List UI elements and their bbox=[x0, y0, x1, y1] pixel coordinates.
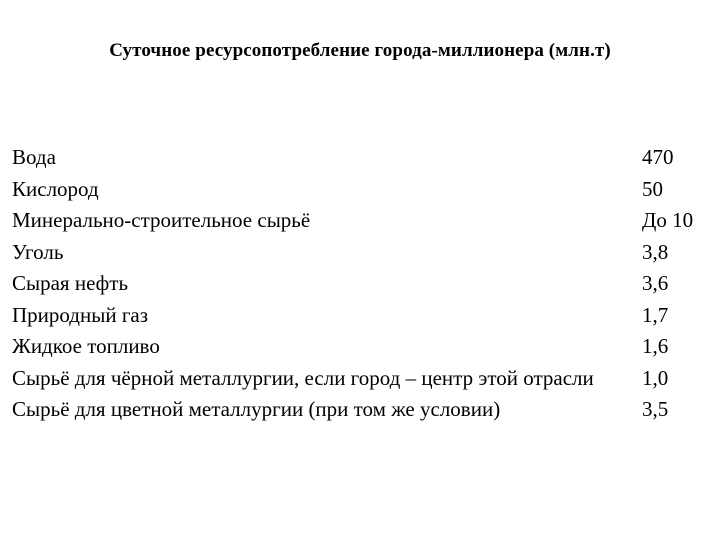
resource-value: 470 bbox=[642, 145, 674, 169]
resource-value: 3,8 bbox=[642, 239, 669, 264]
resource-value: 1,6 bbox=[642, 334, 669, 358]
resource-name: Жидкое топливо bbox=[12, 334, 160, 358]
resource-value: До 10 bbox=[642, 208, 694, 232]
table-row bbox=[12, 332, 712, 364]
resource-name: Минерально-строительное сырьё bbox=[12, 208, 311, 232]
table-row bbox=[12, 364, 712, 396]
table-row bbox=[12, 269, 712, 301]
page-title: Суточное ресурсопотребление города-миллионера (млн.т) bbox=[109, 40, 611, 61]
resource-table bbox=[12, 143, 712, 427]
resource-value: 1,0 bbox=[642, 365, 669, 390]
resource-value: 1,7 bbox=[642, 302, 669, 327]
table-row bbox=[12, 175, 712, 207]
resource-name: Сырьё для цветной металлургии (при том же условии) bbox=[12, 397, 501, 421]
resource-name: Вода bbox=[12, 145, 56, 169]
resource-name: Природный газ bbox=[12, 302, 149, 327]
resource-name: Кислород bbox=[12, 176, 99, 201]
table-row bbox=[12, 301, 712, 333]
resource-name: Уголь bbox=[12, 239, 64, 264]
resource-name: Сырая нефть bbox=[12, 271, 129, 295]
resource-value: 3,5 bbox=[642, 397, 669, 421]
resource-value: 50 bbox=[642, 176, 663, 201]
resource-name: Сырьё для чёрной металлургии, если город – центр этой отрасли bbox=[12, 365, 594, 390]
resource-value: 3,6 bbox=[642, 271, 669, 295]
table-row bbox=[12, 395, 712, 427]
table-row bbox=[12, 143, 712, 175]
table-row bbox=[12, 206, 712, 238]
table-row bbox=[12, 238, 712, 270]
